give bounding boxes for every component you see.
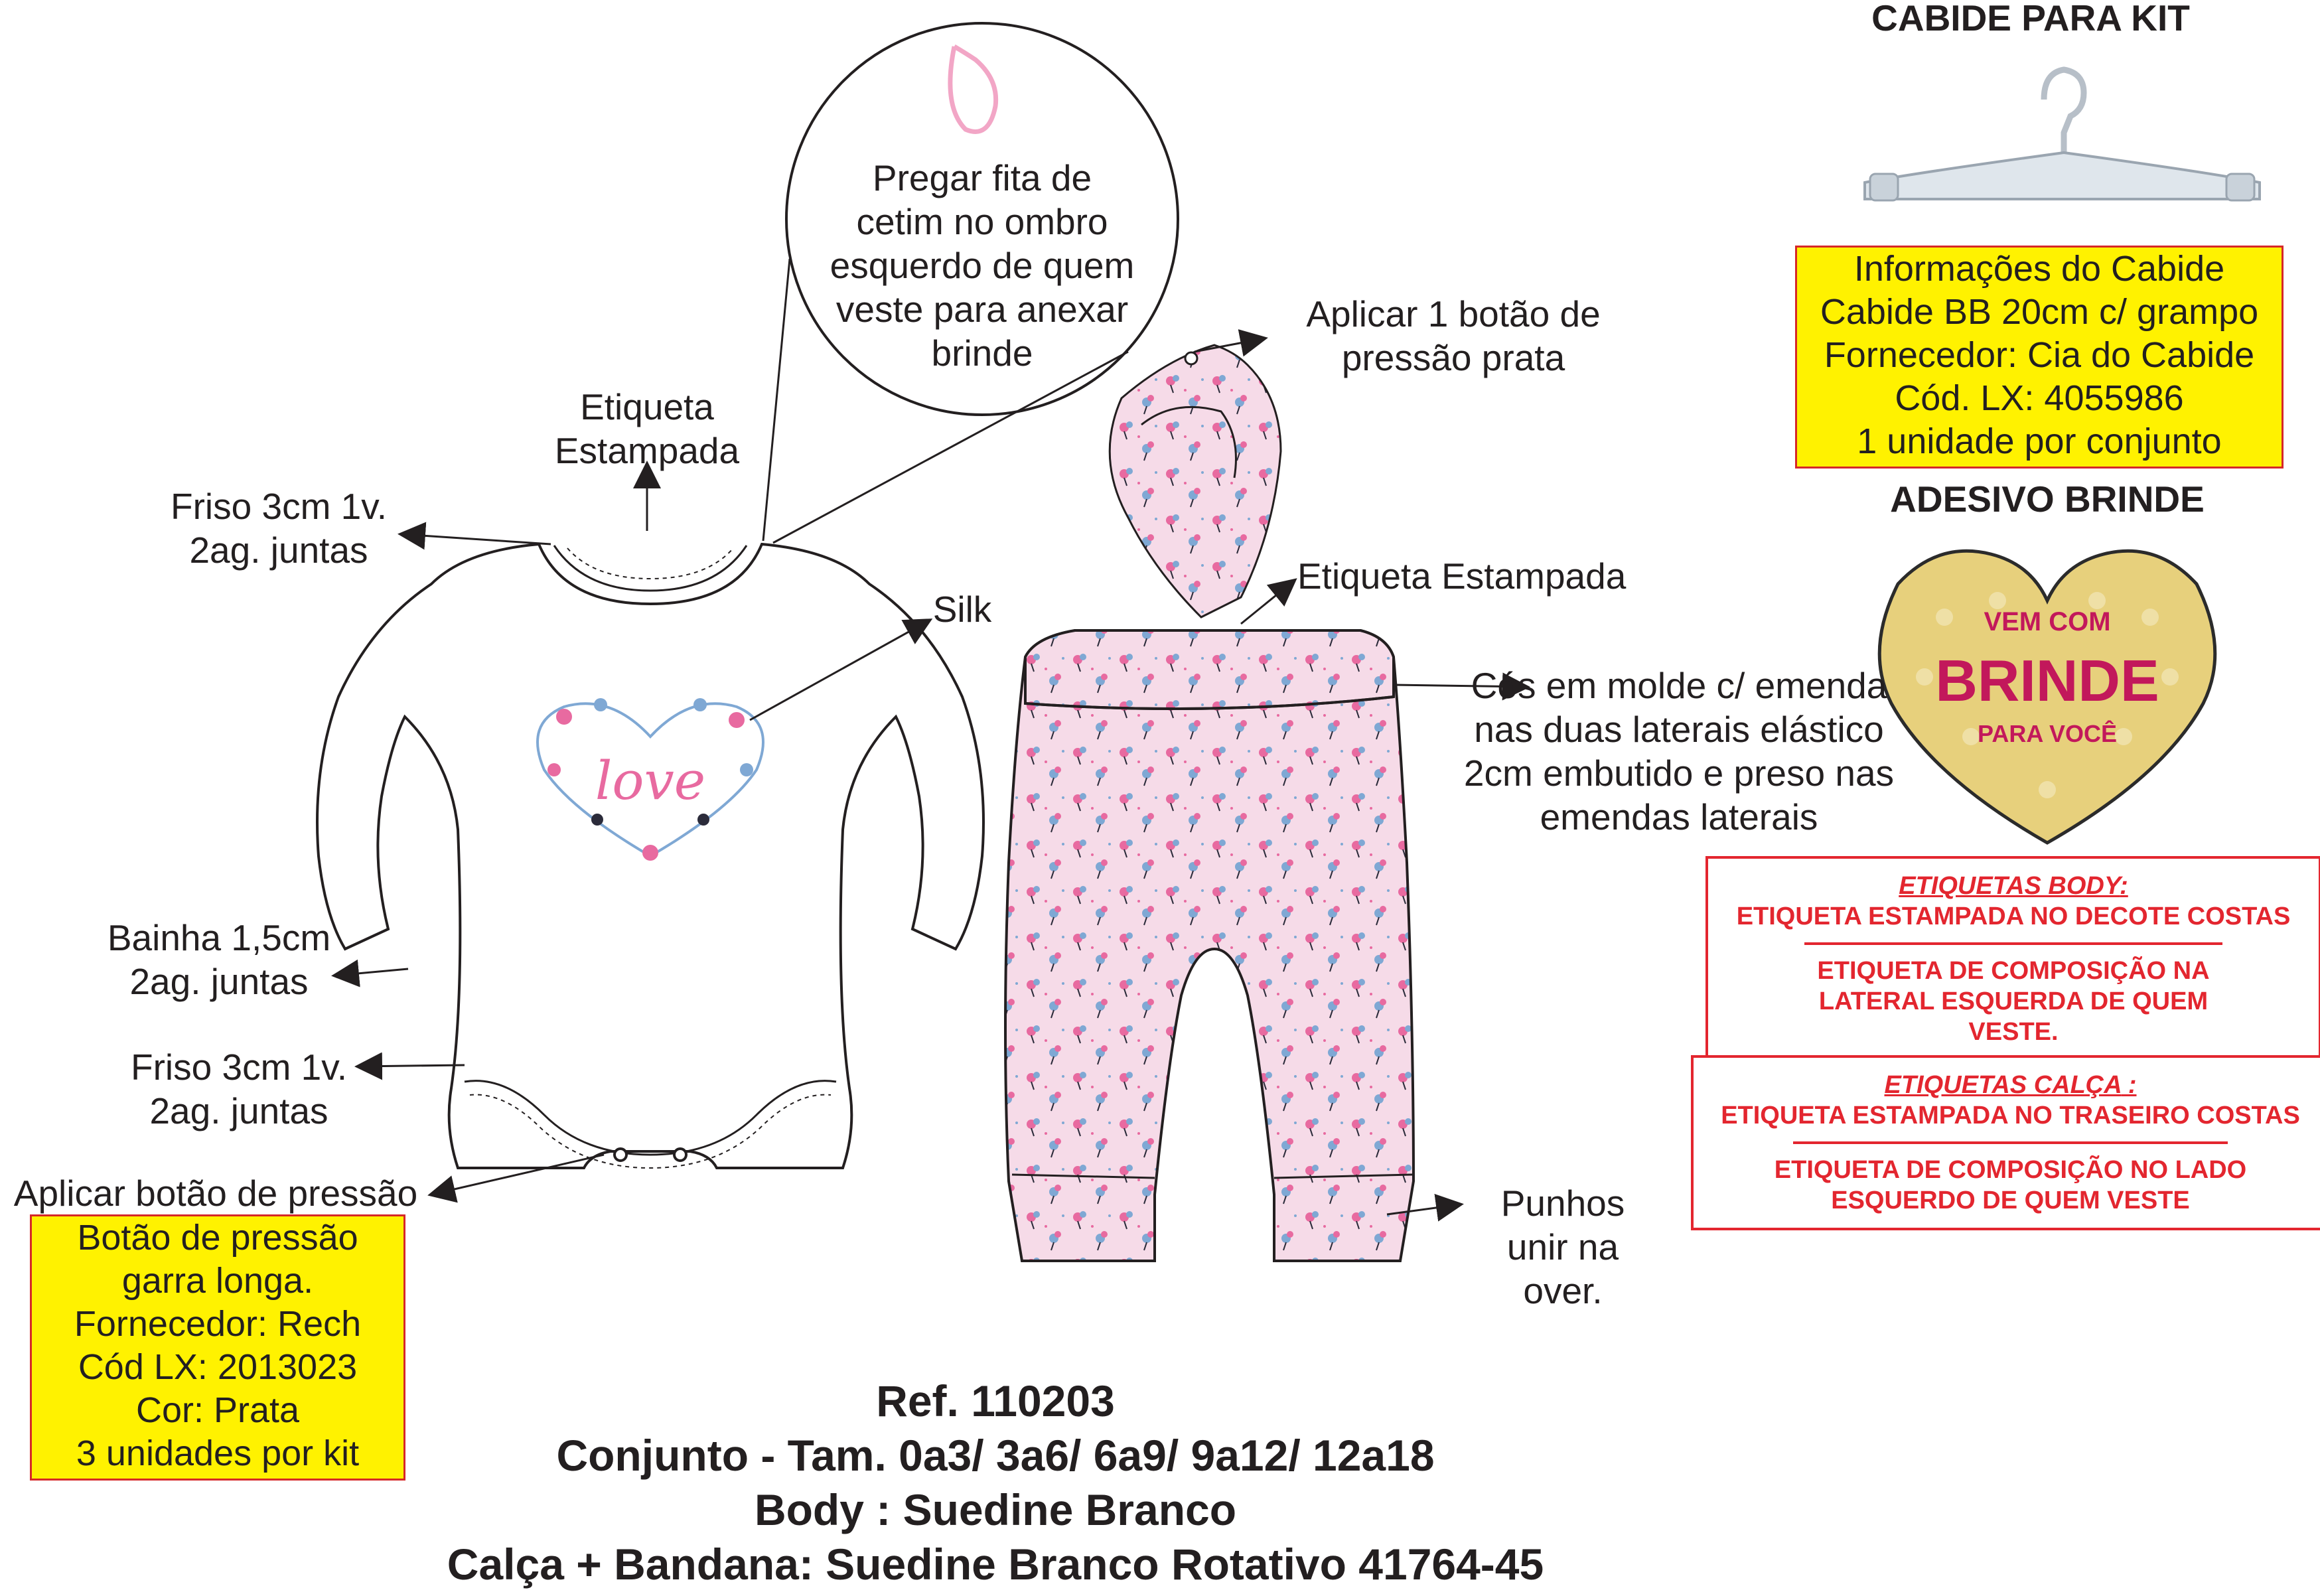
love-print-text: love (595, 750, 706, 812)
silk-label: Silk (932, 589, 992, 630)
sticker-title: ADESIVO BRINDE (1890, 478, 2205, 520)
hanger-icon (1865, 70, 2260, 200)
snap-line-1: Botão de pressão (77, 1218, 358, 1258)
footer-specs (265, 1374, 1725, 1591)
friso-neck-label: Friso 3cm 1v. 2ag. juntas (171, 486, 387, 571)
labels-body-heading: ETIQUETAS BODY: (1899, 872, 2128, 900)
footer-calca: Calça + Bandana: Suedine Branco Rotativo 41764-45 (447, 1540, 1544, 1589)
hanger-line-5: 1 unidade por conjunto (1857, 421, 2222, 461)
bandana-drawing (1110, 345, 1281, 617)
etiqueta-estampada-calca-label: Etiqueta Estampada (1297, 555, 1627, 597)
labels-body-line-2: ETIQUETA DE COMPOSIÇÃO NA LATERAL ESQUERDA DE QUEM VESTE. (1817, 957, 2210, 1046)
labels-calca-box (1691, 1055, 2320, 1230)
hanger-line-1: Informações do Cabide (1853, 249, 2225, 289)
friso-leg-label: Friso 3cm 1v. 2ag. juntas (131, 1047, 347, 1131)
snap-line-4: Cód LX: 2013023 (78, 1347, 358, 1387)
aplicar-botao-label: Aplicar botão de pressão (13, 1173, 418, 1214)
snap-line-5: Cor: Prata (135, 1390, 300, 1430)
etiqueta-estampada-body-label: Etiqueta Estampada (554, 386, 740, 471)
bandana-botao-label: Aplicar 1 botão de pressão prata (1306, 293, 1601, 378)
labels-body-line-1: ETIQUETA ESTAMPADA NO DECOTE COSTAS (1736, 903, 2291, 930)
hanger-line-3: Fornecedor: Cia do Cabide (1824, 335, 2255, 375)
footer-ref: Ref. 110203 (876, 1376, 1115, 1425)
labels-calca-heading: ETIQUETAS CALÇA : (1884, 1071, 2137, 1099)
sticker-line-2: BRINDE (1935, 648, 2159, 713)
labels-calca-line-1: ETIQUETA ESTAMPADA NO TRASEIRO COSTAS (1721, 1102, 2300, 1129)
labels-body-box (1705, 856, 2320, 1062)
hanger-info-box (1795, 246, 2284, 469)
cos-label: Cós em molde c/ emenda nas duas laterais elástico 2cm embutido e preso nas emendas laterais (1463, 665, 1895, 837)
bainha-label: Bainha 1,5cm 2ag. juntas (107, 917, 331, 1002)
snap-line-2: garra longa. (121, 1261, 314, 1301)
sticker-line-1: VEM COM (1984, 607, 2111, 636)
footer-conjunto: Conjunto - Tam. 0a3/ 3a6/ 6a9/ 9a12/ 12a18 (556, 1431, 1435, 1480)
hanger-line-4: Cód. LX: 4055986 (1895, 378, 2184, 418)
snap-line-6: 3 unidades por kit (76, 1433, 360, 1473)
punhos-label: Punhos unir na over. (1500, 1183, 1625, 1311)
footer-body: Body : Suedine Branco (754, 1485, 1237, 1534)
pants-drawing (1005, 630, 1414, 1261)
hanger-title: CABIDE PARA KIT (1871, 0, 2190, 38)
snap-line-3: Fornecedor: Rech (74, 1304, 362, 1344)
labels-calca-line-2: ETIQUETA DE COMPOSIÇÃO NO LADO ESQUERDO DE QUEM VESTE (1774, 1156, 2247, 1214)
sticker-line-3: PARA VOCÊ (1977, 720, 2118, 747)
hanger-line-2: Cabide BB 20cm c/ grampo (1820, 292, 2259, 332)
ribbon-note: Pregar fita de cetim no ombro esquerdo de quem veste para anexar brinde (830, 157, 1135, 374)
